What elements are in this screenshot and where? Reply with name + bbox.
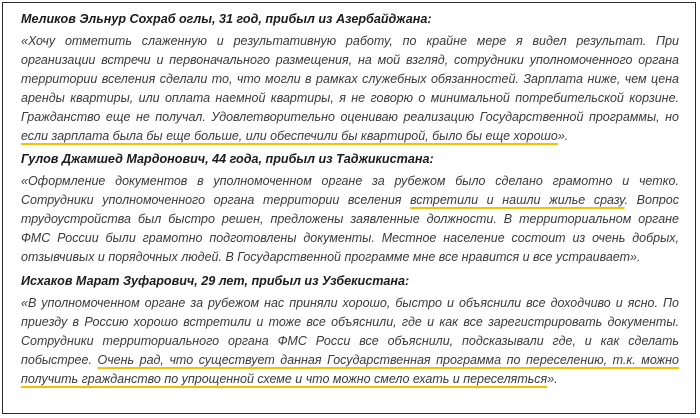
quote-melikov: [21, 32, 679, 145]
quote-ending: . Вопрос трудоустройства был быстро решен, предложены заявленные должности. В территориальном органе ФМС России были грамотно подготовлены документы. Местное население состоит из очень добрых, отзывчивых и порядочных людей. В Государственной программе мне все нравится и все устраивает».: [21, 193, 679, 265]
quote-iskhakov: [21, 294, 679, 389]
quote-text: «Оформление документов в уполномоченном органе за рубежом было сделано грамотно и четко. Сотрудники уполномоченного органа территории вселения: [21, 174, 679, 208]
quote-ending: ».: [557, 128, 569, 143]
highlighted-phrase: Очень рад, что существует данная Государственная программа по переселению, т.к. можно получить гражданство по упрощенной схеме и что можно смело ехать и переселяться: [21, 352, 679, 386]
quote-gulov: [21, 172, 679, 267]
quote-text: «Хочу отметить слаженную и результативную работу, по крайне мере я видел результат. При организации встречи и первоначального размещения, на мой взгляд, сотрудники уполномоченного органа территории вселения сделали то, что могли в рамках служебных обязанностей. Зарплата ниже, чем цена аренды квартиры, или оплата наемной квартиры, я не говорю о минимальной потребительской корзине. Гражданство еще не получал. Удовлетворительно оцениваю реализацию Государственной программы, но: [21, 34, 679, 124]
quote-ending: ».: [547, 371, 558, 386]
person-heading-melikov: Меликов Эльнур Сохраб оглы, 31 год, прибыл из Азербайджана:: [21, 12, 432, 26]
highlighted-phrase: если зарплата была бы еще больше, или обеспечили бы квартирой, было бы еще хорошо: [21, 128, 558, 143]
person-heading-iskhakov: Исхаков Марат Зуфарович, 29 лет, прибыл из Узбекистана:: [21, 273, 410, 288]
quote-text: «В уполномоченном органе за рубежом нас приняли хорошо, быстро и объяснили все доходчиво и ясно. По приезду в Россию хорошо встретили и тоже все объяснили, где и как все зарегистрировать документы. Сотрудники территориального органа ФМС Росси все объяснили, подсказывали где, и как сделать побыстрее.: [21, 295, 679, 367]
person-heading-gulov: Гулов Джамшед Мардонович, 44 года, прибыл из Таджикистана:: [21, 152, 434, 167]
highlighted-phrase: встретили и нашли жилье сразу: [410, 193, 625, 208]
testimonials-document: [2, 2, 696, 414]
